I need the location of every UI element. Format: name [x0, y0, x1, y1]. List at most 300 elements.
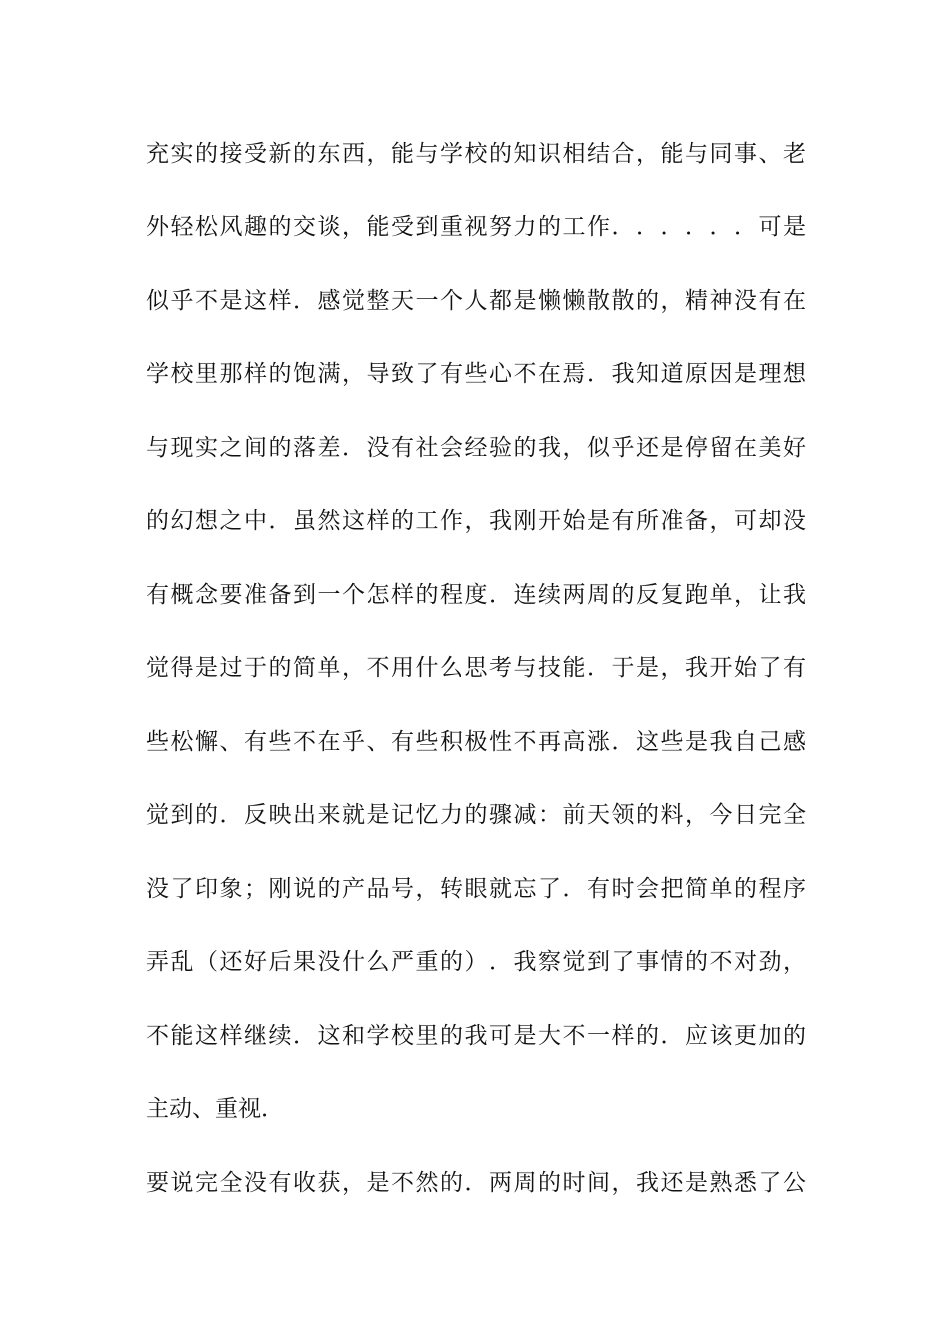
text-char: 全 — [219, 1170, 243, 1196]
text-char: 所 — [636, 508, 659, 534]
text-char: 天 — [587, 802, 610, 828]
text-char: 不 — [195, 288, 218, 314]
text-char: 同 — [709, 141, 733, 167]
text-char: 作 — [587, 214, 610, 240]
text-char: 些 — [464, 361, 488, 387]
text-char: 里 — [415, 1023, 439, 1049]
text-char: 高 — [562, 729, 586, 755]
text-char: 是 — [366, 1170, 390, 1196]
text-char: 充 — [146, 141, 169, 167]
text-char: 那 — [219, 361, 243, 387]
text-char: ， — [342, 214, 365, 240]
text-char: 心 — [489, 361, 512, 387]
text-char: 间 — [244, 435, 267, 461]
text-char: 再 — [538, 729, 561, 755]
text-char: ， — [611, 1170, 635, 1196]
text-char: 续 — [538, 582, 561, 608]
text-char: 新 — [268, 141, 292, 167]
text-char: 可 — [758, 214, 782, 240]
text-char: 原 — [685, 361, 708, 387]
text-char: 简 — [293, 655, 316, 681]
text-char: 的 — [538, 1170, 561, 1196]
text-char: 事 — [734, 141, 757, 167]
text-char: 乎 — [342, 729, 365, 755]
text-char: 号 — [391, 876, 414, 902]
text-char: 的 — [268, 435, 292, 461]
text-char: 谈 — [317, 214, 341, 240]
text-char: 乎 — [170, 288, 194, 314]
text-char: 松 — [195, 214, 218, 240]
text-char: 收 — [293, 1170, 316, 1196]
text-char: 严 — [391, 949, 414, 975]
text-char: 应 — [685, 1023, 708, 1049]
text-char: 作 — [440, 508, 463, 534]
text-char: 在 — [734, 435, 757, 461]
text-char: 眼 — [464, 876, 488, 902]
text-char: ， — [709, 508, 733, 534]
text-char: 性 — [489, 729, 512, 755]
text-char: 可 — [489, 1023, 512, 1049]
text-line: 主动、重视． — [146, 1096, 284, 1122]
text-char: 对 — [734, 949, 757, 975]
text-char: 有 — [758, 288, 782, 314]
text-char: 连 — [513, 582, 537, 608]
text-char: ， — [636, 141, 659, 167]
text-char: 没 — [734, 288, 757, 314]
text-char: 在 — [538, 361, 561, 387]
text-char: 了 — [611, 949, 635, 975]
text-char: 觉 — [562, 949, 586, 975]
text-char: 我 — [538, 435, 561, 461]
text-char: 整 — [366, 288, 390, 314]
text-char: 全 — [783, 802, 806, 828]
text-char: ． — [660, 1023, 684, 1049]
text-char: 重 — [415, 949, 439, 975]
text-char: 重 — [440, 214, 463, 240]
text-char: 之 — [219, 508, 243, 534]
text-char: 这 — [636, 729, 659, 755]
text-char: ． — [562, 876, 586, 902]
text-char: 有 — [244, 729, 267, 755]
text-char: 样 — [611, 1023, 635, 1049]
text-line — [146, 653, 806, 683]
text-char: 是 — [685, 729, 708, 755]
text-char: 是 — [636, 655, 659, 681]
text-char: 弄 — [146, 949, 169, 975]
text-char: 乎 — [611, 435, 635, 461]
text-char: 老 — [783, 141, 806, 167]
text-char: 周 — [513, 1170, 537, 1196]
text-char: 的 — [391, 508, 414, 534]
text-char: ， — [366, 141, 390, 167]
text-char: 料 — [660, 802, 684, 828]
text-char: 结 — [587, 141, 610, 167]
text-char: 是 — [660, 435, 684, 461]
text-char: 我 — [783, 582, 806, 608]
text-char: 因 — [709, 361, 733, 387]
text-char: 人 — [464, 288, 488, 314]
text-char: 的 — [734, 876, 757, 902]
text-char: 似 — [146, 288, 169, 314]
text-char: ． — [293, 288, 316, 314]
text-char: 校 — [170, 361, 194, 387]
text-char: ． — [293, 1023, 316, 1049]
text-char: 样 — [268, 288, 292, 314]
text-char: 到 — [293, 582, 316, 608]
text-char: 念 — [195, 582, 218, 608]
text-char: ． — [611, 729, 635, 755]
text-char: 会 — [440, 435, 463, 461]
text-char: ． — [636, 214, 659, 240]
text-char: 与 — [685, 141, 708, 167]
text-char: ． — [268, 508, 292, 534]
text-char: 接 — [219, 141, 243, 167]
text-char: 骤 — [489, 802, 512, 828]
text-char: 开 — [538, 508, 561, 534]
text-char: 感 — [317, 288, 341, 314]
text-char: 的 — [636, 288, 659, 314]
text-char: 在 — [317, 729, 341, 755]
text-char: ． — [587, 655, 610, 681]
text-char: 可 — [734, 508, 757, 534]
text-char: 实 — [170, 141, 194, 167]
text-char: 没 — [366, 435, 390, 461]
text-char: 得 — [170, 655, 194, 681]
text-char: 什 — [415, 655, 439, 681]
text-char: ， — [562, 435, 586, 461]
text-char: 受 — [391, 214, 414, 240]
text-char: 周 — [587, 582, 610, 608]
text-char: 感 — [783, 729, 806, 755]
text-char: 落 — [293, 435, 316, 461]
text-char: 反 — [244, 802, 267, 828]
text-char: 备 — [685, 508, 708, 534]
text-char: 没 — [244, 1170, 267, 1196]
text-char: ． — [709, 214, 733, 240]
text-line — [146, 433, 806, 463]
text-char: 是 — [587, 508, 610, 534]
text-char: 更 — [734, 1023, 757, 1049]
text-char: ， — [685, 802, 708, 828]
text-char: 虽 — [293, 508, 316, 534]
text-char: 什 — [342, 949, 365, 975]
text-char: 有 — [146, 582, 169, 608]
text-char: 些 — [146, 729, 169, 755]
text-char: 之 — [219, 435, 243, 461]
text-char: 日 — [734, 802, 757, 828]
text-line — [146, 286, 806, 316]
text-char: 领 — [611, 802, 635, 828]
text-char: 时 — [611, 876, 635, 902]
text-char: 简 — [685, 876, 708, 902]
text-char: 的 — [636, 802, 659, 828]
text-char: 考 — [489, 655, 512, 681]
text-char: 单 — [709, 582, 733, 608]
text-char: 想 — [195, 508, 218, 534]
text-char: 程 — [758, 876, 782, 902]
text-char: 两 — [489, 1170, 512, 1196]
text-char: 这 — [317, 1023, 341, 1049]
text-char: 的 — [464, 802, 488, 828]
text-char: 在 — [783, 288, 806, 314]
text-char: ， — [783, 949, 806, 975]
text-char: 到 — [170, 802, 194, 828]
text-char: 饱 — [293, 361, 316, 387]
text-char: 序 — [783, 876, 806, 902]
text-char: 还 — [660, 1170, 684, 1196]
text-char: ， — [464, 508, 488, 534]
text-char: 积 — [440, 729, 463, 755]
text-char: 的 — [268, 361, 292, 387]
text-char: ． — [489, 949, 512, 975]
text-char: 说 — [293, 876, 316, 902]
text-char: 这 — [244, 288, 267, 314]
text-char: 到 — [415, 214, 439, 240]
text-char: 努 — [489, 214, 512, 240]
text-char: 今 — [709, 802, 733, 828]
text-char: 我 — [513, 949, 537, 975]
text-char: 趣 — [244, 214, 267, 240]
text-char: 来 — [317, 802, 341, 828]
text-char: 还 — [219, 949, 243, 975]
text-char: 学 — [146, 361, 169, 387]
text-char: 了 — [170, 876, 194, 902]
text-char: 产 — [342, 876, 365, 902]
text-char: 觉 — [146, 802, 169, 828]
text-char: 力 — [513, 214, 537, 240]
text-char: 完 — [758, 802, 782, 828]
text-char: 程 — [440, 582, 463, 608]
text-char: 反 — [636, 582, 659, 608]
text-char: 道 — [660, 361, 684, 387]
text-char: 的 — [685, 949, 708, 975]
text-char: 的 — [415, 582, 439, 608]
text-char: 、 — [366, 729, 390, 755]
text-char: （ — [195, 949, 218, 975]
text-char: 用 — [391, 655, 414, 681]
text-line — [146, 506, 806, 536]
text-char: 不 — [366, 655, 390, 681]
text-char: 不 — [513, 729, 537, 755]
text-line — [146, 800, 806, 830]
text-char: 经 — [464, 435, 488, 461]
text-char: 、 — [758, 141, 782, 167]
text-char: 没 — [317, 949, 341, 975]
text-char: 些 — [415, 729, 439, 755]
text-char: 极 — [464, 729, 488, 755]
text-line — [146, 1021, 806, 1051]
text-char: 的 — [293, 141, 316, 167]
text-char: ， — [342, 1170, 365, 1196]
text-char: 了 — [758, 1170, 782, 1196]
text-char: 与 — [513, 655, 537, 681]
text-char: ． — [660, 214, 684, 240]
text-char: 验 — [489, 435, 512, 461]
text-char: 么 — [440, 655, 463, 681]
text-char: 外 — [146, 214, 169, 240]
text-char: 就 — [489, 876, 512, 902]
text-line — [146, 212, 806, 242]
text-char: 度 — [464, 582, 488, 608]
text-char: 该 — [709, 1023, 733, 1049]
text-char: 与 — [415, 141, 439, 167]
text-char: 续 — [268, 1023, 292, 1049]
text-char: 的 — [783, 1023, 806, 1049]
text-char: 的 — [538, 214, 561, 240]
text-char: 懈 — [195, 729, 218, 755]
text-char: ） — [464, 949, 488, 975]
text-char: 社 — [415, 435, 439, 461]
text-char: 间 — [587, 1170, 610, 1196]
text-char: 知 — [636, 361, 659, 387]
text-char: 乱 — [170, 949, 194, 975]
text-char: 想 — [783, 361, 806, 387]
text-char: 些 — [660, 729, 684, 755]
text-char: 时 — [562, 1170, 586, 1196]
text-char: 我 — [709, 729, 733, 755]
text-char: 致 — [391, 361, 414, 387]
text-char: 校 — [464, 141, 488, 167]
text-char: 要 — [146, 1170, 169, 1196]
text-char: 的 — [268, 655, 292, 681]
text-char: 觉 — [342, 288, 365, 314]
text-char: 的 — [146, 508, 169, 534]
text-char: 学 — [440, 141, 463, 167]
text-char: 减 — [513, 802, 537, 828]
text-char: 能 — [562, 655, 586, 681]
text-char: 两 — [562, 582, 586, 608]
text-char: 说 — [170, 1170, 194, 1196]
text-char: 现 — [170, 435, 194, 461]
text-char: 受 — [244, 141, 267, 167]
text-char: 始 — [562, 508, 586, 534]
text-char: 似 — [587, 435, 610, 461]
text-char: 样 — [219, 1023, 243, 1049]
text-char: 继 — [244, 1023, 267, 1049]
text-char: 有 — [268, 1170, 292, 1196]
text-char: 精 — [685, 288, 708, 314]
text-char: 东 — [317, 141, 341, 167]
text-char: 自 — [734, 729, 757, 755]
text-char: 的 — [611, 582, 635, 608]
text-char: 我 — [464, 1023, 488, 1049]
text-char: 单 — [317, 655, 341, 681]
text-char: 这 — [342, 508, 365, 534]
text-char: 的 — [268, 214, 292, 240]
text-char: 是 — [685, 1170, 708, 1196]
text-char: 觉 — [146, 655, 169, 681]
text-char: 我 — [489, 508, 512, 534]
text-char: 有 — [611, 508, 635, 534]
text-char: 的 — [440, 1170, 463, 1196]
text-char: ： — [538, 802, 561, 828]
text-char: ， — [342, 655, 365, 681]
text-char: 松 — [170, 729, 194, 755]
text-char: 有 — [440, 361, 463, 387]
text-char: 停 — [685, 435, 708, 461]
text-char: 的 — [513, 435, 537, 461]
text-char: 印 — [195, 876, 218, 902]
text-char: 识 — [538, 141, 561, 167]
text-char: 没 — [783, 508, 806, 534]
text-char: 开 — [709, 655, 733, 681]
text-char: 品 — [366, 876, 390, 902]
text-char: 前 — [562, 802, 586, 828]
text-char: 还 — [636, 435, 659, 461]
text-char: 然 — [415, 1170, 439, 1196]
text-char: 准 — [244, 582, 267, 608]
text-line — [146, 139, 806, 169]
text-char: 的 — [440, 949, 463, 975]
text-char: 象 — [219, 876, 243, 902]
text-char: 一 — [317, 582, 341, 608]
text-char: 么 — [366, 949, 390, 975]
text-char: 工 — [562, 214, 586, 240]
text-char: 这 — [195, 1023, 218, 1049]
text-char: 幻 — [170, 508, 194, 534]
text-char: 完 — [195, 1170, 218, 1196]
text-char: 差 — [317, 435, 341, 461]
text-char: 公 — [783, 1170, 806, 1196]
text-char: ． — [219, 802, 243, 828]
text-char: 了 — [415, 361, 439, 387]
text-char: 懒 — [562, 288, 586, 314]
text-char: 跑 — [685, 582, 708, 608]
text-char: 能 — [170, 1023, 194, 1049]
text-char: 不 — [293, 729, 316, 755]
text-char: 没 — [146, 876, 169, 902]
text-char: 劲 — [758, 949, 782, 975]
text-char: 的 — [195, 802, 218, 828]
text-char: ． — [464, 1170, 488, 1196]
text-char: 是 — [783, 214, 806, 240]
text-char: 相 — [562, 141, 586, 167]
text-char: 是 — [513, 1023, 537, 1049]
text-char: 是 — [366, 802, 390, 828]
text-char: 不 — [146, 1023, 169, 1049]
text-char: 了 — [758, 655, 782, 681]
text-char: 样 — [391, 582, 414, 608]
text-char: 能 — [660, 141, 684, 167]
text-char: 悉 — [734, 1170, 757, 1196]
text-char: 察 — [538, 949, 561, 975]
text-char: 样 — [366, 508, 390, 534]
text-char: 、 — [219, 729, 243, 755]
text-char: 理 — [758, 361, 782, 387]
text-char: 忘 — [513, 876, 537, 902]
text-char: ． — [611, 214, 635, 240]
text-char: 情 — [660, 949, 684, 975]
text-char: 校 — [391, 1023, 414, 1049]
text-char: ． — [342, 435, 365, 461]
text-char: 都 — [489, 288, 512, 314]
text-char: 获 — [317, 1170, 341, 1196]
text-char: 思 — [464, 655, 488, 681]
text-char: ， — [734, 582, 757, 608]
text-char: 大 — [538, 1023, 561, 1049]
text-char: 记 — [391, 802, 414, 828]
text-char: 复 — [660, 582, 684, 608]
text-char: 焉 — [562, 361, 586, 387]
text-char: ， — [660, 655, 684, 681]
text-char: 于 — [244, 655, 267, 681]
text-char: 的 — [195, 141, 218, 167]
text-char: ． — [734, 214, 757, 240]
text-char: 要 — [219, 582, 243, 608]
text-char: 有 — [783, 655, 806, 681]
text-char: 的 — [317, 876, 341, 902]
text-char: ． — [587, 361, 610, 387]
